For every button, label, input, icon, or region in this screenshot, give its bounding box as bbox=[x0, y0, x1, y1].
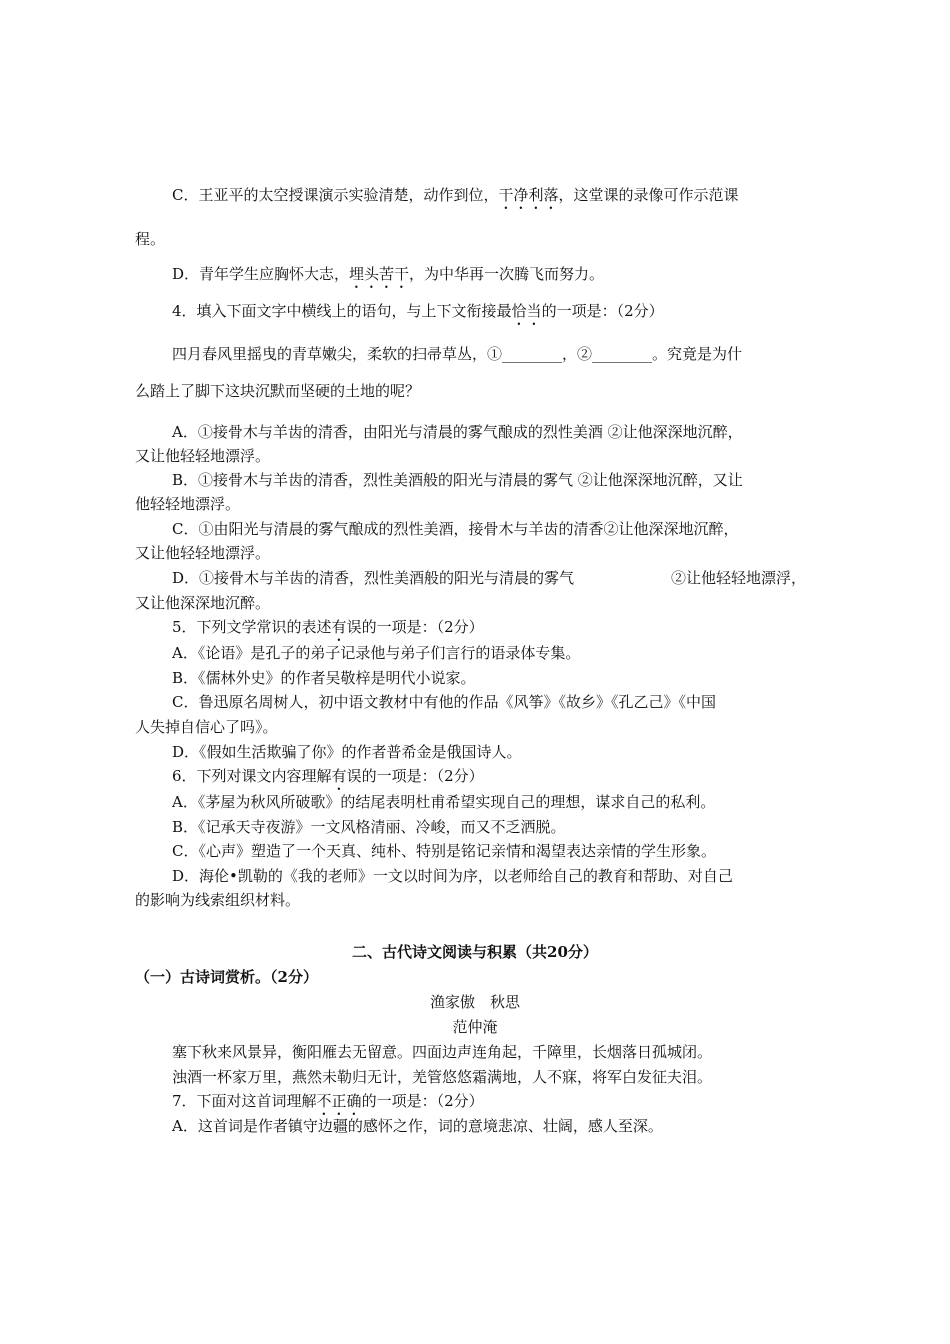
q4-option-d-line2: 又让他深深地沉醉。 bbox=[135, 594, 271, 612]
q5-stem-emphasis: 有 bbox=[331, 618, 347, 636]
q5-stem bbox=[172, 617, 484, 645]
q3-option-c-line1 bbox=[172, 185, 739, 213]
q6-stem-a: 6．下列对课文内容理解 bbox=[172, 767, 332, 785]
q5-option-a: A．《论语》是孔子的弟子记录他与弟子们言行的语录体专集。 bbox=[172, 644, 581, 662]
q6-option-d-line1: D．海伦•凯勒的《我的老师》一文以时间为序，以老师给自己的教育和帮助、对自己 bbox=[172, 867, 733, 885]
q7-stem-emphasis: 不正确 bbox=[316, 1092, 362, 1110]
q6-stem bbox=[172, 766, 484, 794]
q6-option-b: B．《记承天寺夜游》一文风格清丽、冷峻，而又不乏洒脱。 bbox=[172, 818, 566, 836]
q7-stem-a: 7．下面对这首词理解 bbox=[172, 1092, 317, 1110]
q5-stem-a: 5．下列文学常识的表述 bbox=[172, 618, 332, 636]
q5-option-d: D．《假如生活欺骗了你》的作者普希金是俄国诗人。 bbox=[172, 743, 522, 761]
q4-stem-a: 4．填入下面文字中横线上的语句，与上下文衔接最 bbox=[172, 302, 512, 320]
q6-stem-emphasis: 有 bbox=[331, 767, 347, 785]
q4-option-d-line1b: ②让他轻轻地漂浮， bbox=[671, 569, 807, 587]
q7-option-a: A．这首词是作者镇守边疆的感怀之作，词的意境悲凉、壮阔，感人至深。 bbox=[172, 1117, 663, 1135]
q4-passage-line1: 四月春风里摇曳的青草嫩尖，柔软的扫帚草丛，①________，②________。究竟是为什 bbox=[172, 345, 743, 363]
poem-author: 范仲淹 bbox=[452, 1018, 498, 1036]
q3-d-emphasis: 埋头苦干 bbox=[349, 265, 410, 283]
q3-option-c-line2: 程。 bbox=[135, 230, 166, 248]
poem-title: 渔家傲 秋思 bbox=[429, 993, 520, 1011]
q5-option-c-line2: 人失掉自信心了吗》。 bbox=[135, 718, 278, 736]
q4-stem-emphasis: 恰当 bbox=[511, 302, 542, 320]
q7-stem-b: 的一项是：（2分） bbox=[361, 1092, 484, 1110]
q6-option-d-line2: 的影响为线索组织材料。 bbox=[135, 891, 301, 909]
q5-option-b: B．《儒林外史》的作者吴敬梓是明代小说家。 bbox=[172, 669, 476, 687]
q4-stem bbox=[172, 301, 664, 329]
q4-option-c-line1: C．①由阳光与清晨的雾气酿成的烈性美酒，接骨木与羊齿的清香②让他深深地沉醉， bbox=[172, 520, 739, 538]
q7-stem bbox=[172, 1091, 484, 1119]
q4-option-c-line2: 又让他轻轻地漂浮。 bbox=[135, 544, 271, 562]
q5-option-c-line1: C．鲁迅原名周树人，初中语文教材中有他的作品《风筝》《故乡》《孔乙己》《中国 bbox=[172, 693, 716, 711]
poem-line1: 塞下秋来风景异，衡阳雁去无留意。四面边声连角起，千障里，长烟落日孤城闭。 bbox=[172, 1043, 713, 1061]
q6-option-a: A．《茅屋为秋风所破歌》的结尾表明杜甫希望实现自己的理想，谋求自己的私利。 bbox=[172, 793, 716, 811]
q4-option-b-line1: B．①接骨木与羊齿的清香，烈性美酒般的阳光与清晨的雾气 ②让他深深地沉醉，又让 bbox=[172, 471, 743, 489]
q3-c-emphasis: 干净利落 bbox=[498, 186, 559, 204]
q4-option-b-line2: 他轻轻地漂浮。 bbox=[135, 495, 241, 513]
q3-c-text-a: C．王亚平的太空授课演示实验清楚，动作到位， bbox=[172, 186, 499, 204]
section2-sub-heading: （一）古诗词赏析。（2分） bbox=[135, 968, 318, 986]
q4-passage-line2: 么踏上了脚下这块沉默而坚硬的土地的呢？ bbox=[135, 382, 421, 400]
poem-line2: 浊酒一杯家万里，燕然未勒归无计，羌管悠悠霜满地，人不寐，将军白发征夫泪。 bbox=[172, 1068, 713, 1086]
q4-option-a-line1: A．①接骨木与羊齿的清香，由阳光与清晨的雾气酿成的烈性美酒 ②让他深深地沉醉， bbox=[172, 423, 743, 441]
q3-option-d bbox=[172, 264, 604, 292]
q6-stem-b: 误的一项是：（2分） bbox=[346, 767, 484, 785]
q3-c-text-b: ，这堂课的录像可作示范课 bbox=[558, 186, 739, 204]
q6-option-c: C．《心声》塑造了一个天真、纯朴、特别是铭记亲情和渴望表达亲情的学生形象。 bbox=[172, 842, 716, 860]
q5-stem-b: 误的一项是：（2分） bbox=[346, 618, 484, 636]
q4-option-a-line2: 又让他轻轻地漂浮。 bbox=[135, 447, 271, 465]
q4-option-d-line1a: D．①接骨木与羊齿的清香，烈性美酒般的阳光与清晨的雾气 bbox=[172, 569, 575, 587]
q3-d-text-a: D．青年学生应胸怀大志， bbox=[172, 265, 350, 283]
section2-heading: 二、古代诗文阅读与积累（共20分） bbox=[352, 943, 598, 961]
q3-d-text-b: ，为中华再一次腾飞而努力。 bbox=[409, 265, 605, 283]
q4-stem-b: 的一项是：（2分） bbox=[541, 302, 664, 320]
